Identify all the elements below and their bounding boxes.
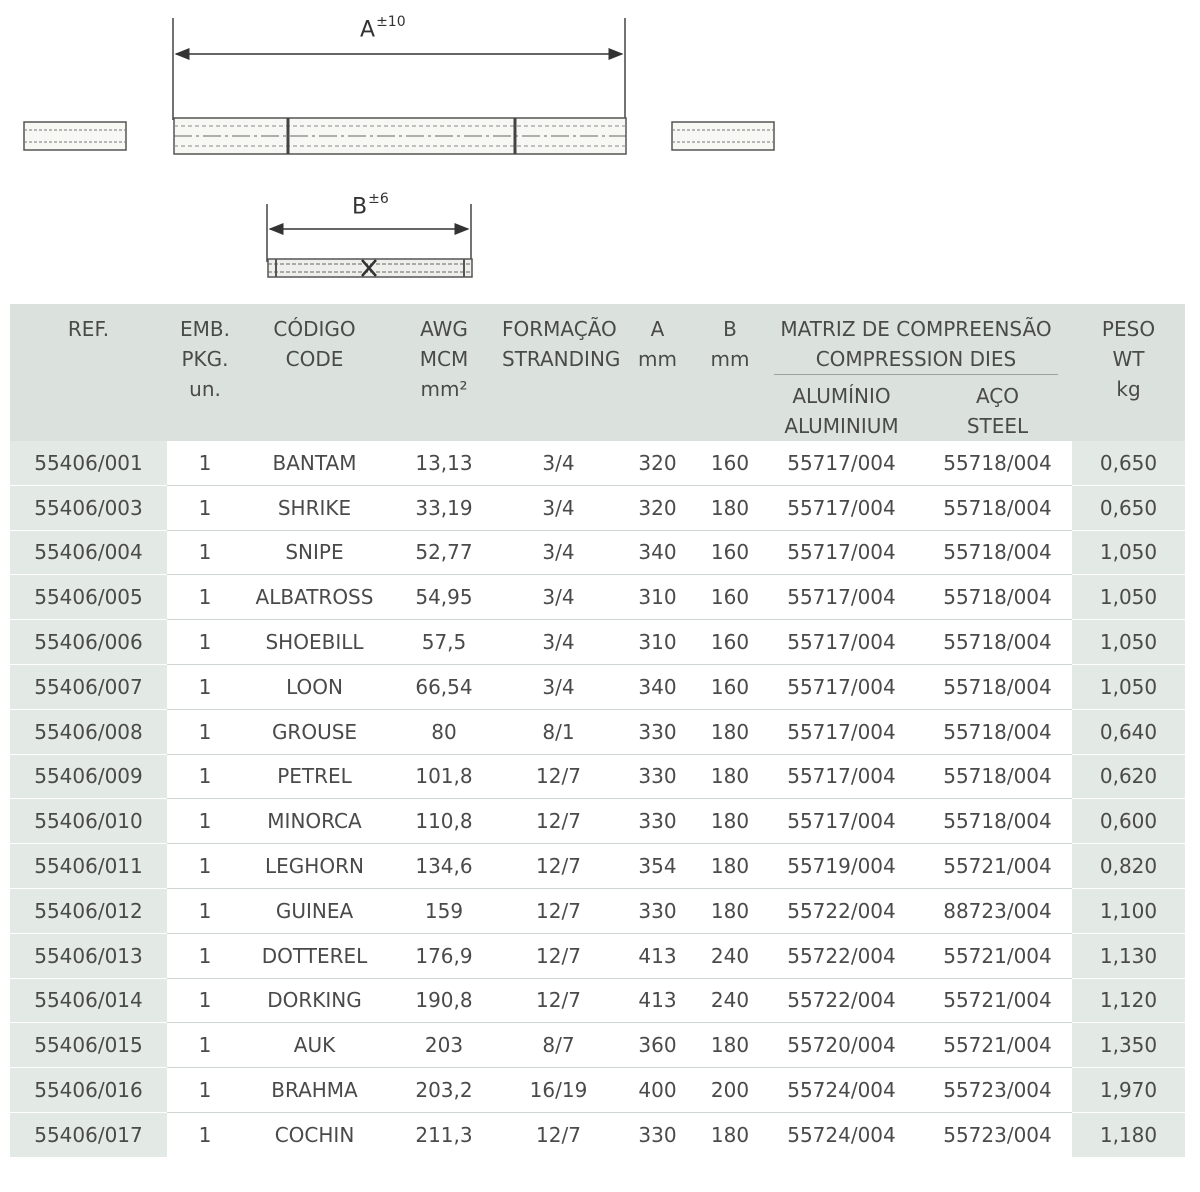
cell-aluminium-die: 55717/004	[760, 620, 923, 665]
steel-sleeve	[268, 259, 472, 277]
cell-b: 180	[700, 844, 760, 889]
header-a: A mm	[615, 304, 700, 441]
cell-weight: 1,100	[1072, 888, 1185, 933]
dimension-a-label	[360, 16, 406, 42]
cell-stranding: 12/7	[502, 978, 615, 1023]
cell-b: 200	[700, 1068, 760, 1113]
cell-weight: 1,180	[1072, 1112, 1185, 1156]
cell-awg: 203	[386, 1023, 502, 1068]
cell-a: 320	[615, 485, 700, 530]
cell-stranding: 3/4	[502, 664, 615, 709]
cell-a: 360	[615, 1023, 700, 1068]
cell-aluminium-die: 55722/004	[760, 888, 923, 933]
cell-weight: 0,650	[1072, 441, 1185, 485]
cell-pkg: 1	[167, 620, 243, 665]
cell-ref: 55406/004	[10, 530, 167, 575]
cell-ref: 55406/006	[10, 620, 167, 665]
cell-steel-die: 55718/004	[923, 799, 1072, 844]
cell-aluminium-die: 55717/004	[760, 441, 923, 485]
cell-awg: 66,54	[386, 664, 502, 709]
cell-stranding: 16/19	[502, 1068, 615, 1113]
left-conductor	[24, 122, 126, 150]
cell-a: 330	[638, 1122, 677, 1147]
cell-steel-die: 55718/004	[923, 441, 1072, 485]
cell-stranding: 3/4	[502, 620, 615, 665]
cell-pkg: 1	[167, 485, 243, 530]
dimension-b-letter: B	[352, 194, 368, 220]
cell-stranding: 3/4	[502, 530, 615, 575]
cell-b: 180	[700, 799, 760, 844]
cell-weight: 1,050	[1072, 620, 1185, 665]
cell-stranding: 3/4	[502, 441, 615, 485]
table-row	[10, 799, 1185, 844]
cell-awg: 134,6	[386, 844, 502, 889]
cell-ref: 55406/011	[10, 844, 167, 889]
cell-stranding: 12/7	[502, 844, 615, 889]
cell-ref: 55406/016	[10, 1068, 167, 1113]
cell-pkg: 1	[167, 1023, 243, 1068]
cell-awg: 13,13	[386, 441, 502, 485]
spec-table	[10, 304, 1185, 1157]
cell-pkg: 1	[167, 441, 243, 485]
cell-a: 413	[615, 978, 700, 1023]
table-row	[10, 530, 1185, 575]
cell-steel-die: 55721/004	[923, 844, 1072, 889]
cell-code: AUK	[243, 1023, 386, 1068]
cell-pkg: 1	[167, 844, 243, 889]
cell-steel-die: 55721/004	[923, 1023, 1072, 1068]
cell-steel-die: 55718/004	[923, 485, 1072, 530]
cell-pkg: 1	[167, 709, 243, 754]
table-row	[10, 1068, 1185, 1113]
cell-b: 160	[700, 620, 760, 665]
cell-weight: 1,050	[1072, 575, 1185, 620]
cell-awg: 54,95	[386, 575, 502, 620]
cell-ref: 55406/009	[10, 754, 167, 799]
table-row	[10, 1023, 1185, 1068]
cell-awg: 52,77	[386, 530, 502, 575]
cell-steel-die: 55718/004	[923, 754, 1072, 799]
cell-code: MINORCA	[243, 799, 386, 844]
cell-ref: 55406/001	[10, 441, 167, 485]
cell-awg: 211,3	[415, 1122, 473, 1147]
cell-weight: 1,050	[1072, 664, 1185, 709]
cell-a: 340	[615, 664, 700, 709]
cell-awg: 110,8	[386, 799, 502, 844]
table-row	[10, 709, 1185, 754]
table-row	[10, 754, 1185, 799]
cell-steel-die: 55721/004	[923, 978, 1072, 1023]
cell-pkg: 1	[167, 754, 243, 799]
cell-pkg: 1	[167, 664, 243, 709]
cell-steel-die: 88723/004	[923, 888, 1072, 933]
cell-stranding: 12/7	[536, 1122, 581, 1147]
main-sleeve	[174, 118, 626, 154]
cell-code: PETREL	[243, 754, 386, 799]
cell-a: 340	[615, 530, 700, 575]
right-conductor	[672, 122, 774, 150]
cell-stranding: 8/7	[502, 1023, 615, 1068]
cell-pkg: 1	[167, 575, 243, 620]
cell-weight: 1,350	[1072, 1023, 1185, 1068]
cell-steel-die: 55718/004	[923, 709, 1072, 754]
dimension-b-tolerance: ±6	[368, 191, 389, 207]
cell-aluminium-die: 55717/004	[760, 799, 923, 844]
sleeve-drawing	[0, 0, 1200, 300]
cell-ref: 55406/012	[10, 888, 167, 933]
header-steel: AÇO STEEL	[923, 379, 1072, 441]
cell-awg: 33,19	[386, 485, 502, 530]
cell-pkg: 1	[167, 933, 243, 978]
cell-code: SNIPE	[243, 530, 386, 575]
table-row	[10, 1112, 1185, 1156]
header-aluminium: ALUMÍNIO ALUMINIUM	[760, 379, 923, 441]
cell-awg: 190,8	[386, 978, 502, 1023]
cell-aluminium-die: 55717/004	[760, 530, 923, 575]
cell-a: 330	[615, 888, 700, 933]
cell-weight: 1,970	[1072, 1068, 1185, 1113]
cell-code: ALBATROSS	[243, 575, 386, 620]
cell-awg: 80	[386, 709, 502, 754]
cell-aluminium-die: 55719/004	[760, 844, 923, 889]
cell-b: 160	[700, 441, 760, 485]
cell-code: GUINEA	[243, 888, 386, 933]
table-row	[10, 441, 1185, 485]
cell-stranding: 3/4	[502, 485, 615, 530]
cell-pkg: 1	[167, 799, 243, 844]
cell-b: 160	[700, 575, 760, 620]
cell-awg: 203,2	[386, 1068, 502, 1113]
table-row	[10, 978, 1185, 1023]
cell-a: 310	[615, 575, 700, 620]
cell-aluminium-die: 55717/004	[760, 664, 923, 709]
cell-ref: 55406/005	[10, 575, 167, 620]
table-row	[10, 933, 1185, 978]
cell-ref: 55406/015	[10, 1023, 167, 1068]
cell-code: COCHIN	[274, 1122, 355, 1147]
table-body	[10, 441, 1185, 1157]
table-row	[10, 485, 1185, 530]
cell-code: LEGHORN	[243, 844, 386, 889]
header-weight: PESO WT kg	[1072, 304, 1185, 441]
cell-a: 330	[615, 754, 700, 799]
cell-stranding: 12/7	[502, 799, 615, 844]
cell-awg: 159	[386, 888, 502, 933]
cell-ref: 55406/013	[10, 933, 167, 978]
cell-stranding: 8/1	[502, 709, 615, 754]
cell-a: 354	[615, 844, 700, 889]
dimension-a-tolerance: ±10	[376, 14, 406, 30]
cell-b: 180	[710, 1122, 750, 1147]
header-compression-dies: MATRIZ DE COMPREENSÃO COMPRESSION DIES	[760, 304, 1072, 379]
cell-pkg: 1	[167, 888, 243, 933]
cell-a: 330	[615, 799, 700, 844]
dimension-b-label	[352, 193, 389, 219]
cell-ref: 55406/017	[10, 1112, 167, 1156]
header-code: CÓDIGO CODE	[243, 304, 386, 441]
cell-steel-die: 55723/004	[943, 1122, 1052, 1147]
cell-stranding: 12/7	[502, 888, 615, 933]
cell-steel-die: 55718/004	[923, 575, 1072, 620]
cell-aluminium-die: 55717/004	[760, 485, 923, 530]
header-awg: AWG MCM mm²	[386, 304, 502, 441]
cell-pkg: 1	[167, 1068, 243, 1113]
cell-weight: 0,620	[1072, 754, 1185, 799]
table-row	[10, 620, 1185, 665]
cell-stranding: 12/7	[502, 933, 615, 978]
cell-a: 330	[615, 709, 700, 754]
cell-b: 180	[700, 485, 760, 530]
cell-aluminium-die: 55724/004	[787, 1122, 896, 1147]
cell-b: 240	[700, 978, 760, 1023]
cell-steel-die: 55721/004	[923, 933, 1072, 978]
cell-code: LOON	[243, 664, 386, 709]
cell-weight: 0,600	[1072, 799, 1185, 844]
header-ref: REF.	[10, 304, 167, 441]
cell-code: SHRIKE	[243, 485, 386, 530]
header-b: B mm	[700, 304, 760, 441]
cell-code: BRAHMA	[243, 1068, 386, 1113]
cell-aluminium-die: 55722/004	[760, 933, 923, 978]
cell-ref: 55406/008	[10, 709, 167, 754]
cell-code: BANTAM	[243, 441, 386, 485]
cell-awg: 57,5	[386, 620, 502, 665]
cell-aluminium-die: 55720/004	[760, 1023, 923, 1068]
cell-code: GROUSE	[243, 709, 386, 754]
table-row	[10, 888, 1185, 933]
table-row	[10, 664, 1185, 709]
cell-aluminium-die: 55724/004	[760, 1068, 923, 1113]
cell-pkg: 1	[167, 530, 243, 575]
cell-awg: 101,8	[386, 754, 502, 799]
cell-aluminium-die: 55722/004	[760, 978, 923, 1023]
cell-a: 413	[615, 933, 700, 978]
cell-stranding: 3/4	[502, 575, 615, 620]
cell-weight: 0,650	[1072, 485, 1185, 530]
cell-b: 180	[700, 709, 760, 754]
header-stranding: FORMAÇÃO STRANDING	[502, 304, 615, 441]
cell-steel-die: 55718/004	[923, 620, 1072, 665]
cell-a: 400	[615, 1068, 700, 1113]
cell-weight: 1,130	[1072, 933, 1185, 978]
cell-pkg: 1	[167, 978, 243, 1023]
cell-b: 240	[700, 933, 760, 978]
cell-ref: 55406/003	[10, 485, 167, 530]
cell-weight: 0,640	[1072, 709, 1185, 754]
cell-pkg: 1	[198, 1122, 212, 1147]
cell-a: 320	[615, 441, 700, 485]
cell-b: 160	[700, 664, 760, 709]
cell-b: 180	[700, 1023, 760, 1068]
header-pkg: EMB. PKG. un.	[167, 304, 243, 441]
cell-aluminium-die: 55717/004	[760, 754, 923, 799]
cell-code: DORKING	[243, 978, 386, 1023]
cell-weight: 1,050	[1072, 530, 1185, 575]
cell-a: 310	[615, 620, 700, 665]
cell-ref: 55406/007	[10, 664, 167, 709]
cell-steel-die: 55723/004	[923, 1068, 1072, 1113]
cell-ref: 55406/010	[10, 799, 167, 844]
table-row	[10, 575, 1185, 620]
cell-awg: 176,9	[386, 933, 502, 978]
cell-code: SHOEBILL	[243, 620, 386, 665]
sleeve-diagram	[0, 0, 1200, 300]
dimension-a-letter: A	[360, 17, 376, 43]
header-row	[10, 304, 1185, 379]
cell-b: 180	[700, 888, 760, 933]
cell-weight: 1,120	[1072, 978, 1185, 1023]
cell-b: 160	[700, 530, 760, 575]
cell-stranding: 12/7	[502, 754, 615, 799]
cell-weight: 0,820	[1072, 844, 1185, 889]
cell-steel-die: 55718/004	[923, 664, 1072, 709]
cell-b: 180	[700, 754, 760, 799]
cell-code: DOTTEREL	[243, 933, 386, 978]
cell-aluminium-die: 55717/004	[760, 709, 923, 754]
table-row	[10, 844, 1185, 889]
cell-aluminium-die: 55717/004	[760, 575, 923, 620]
cell-steel-die: 55718/004	[923, 530, 1072, 575]
cell-ref: 55406/014	[10, 978, 167, 1023]
